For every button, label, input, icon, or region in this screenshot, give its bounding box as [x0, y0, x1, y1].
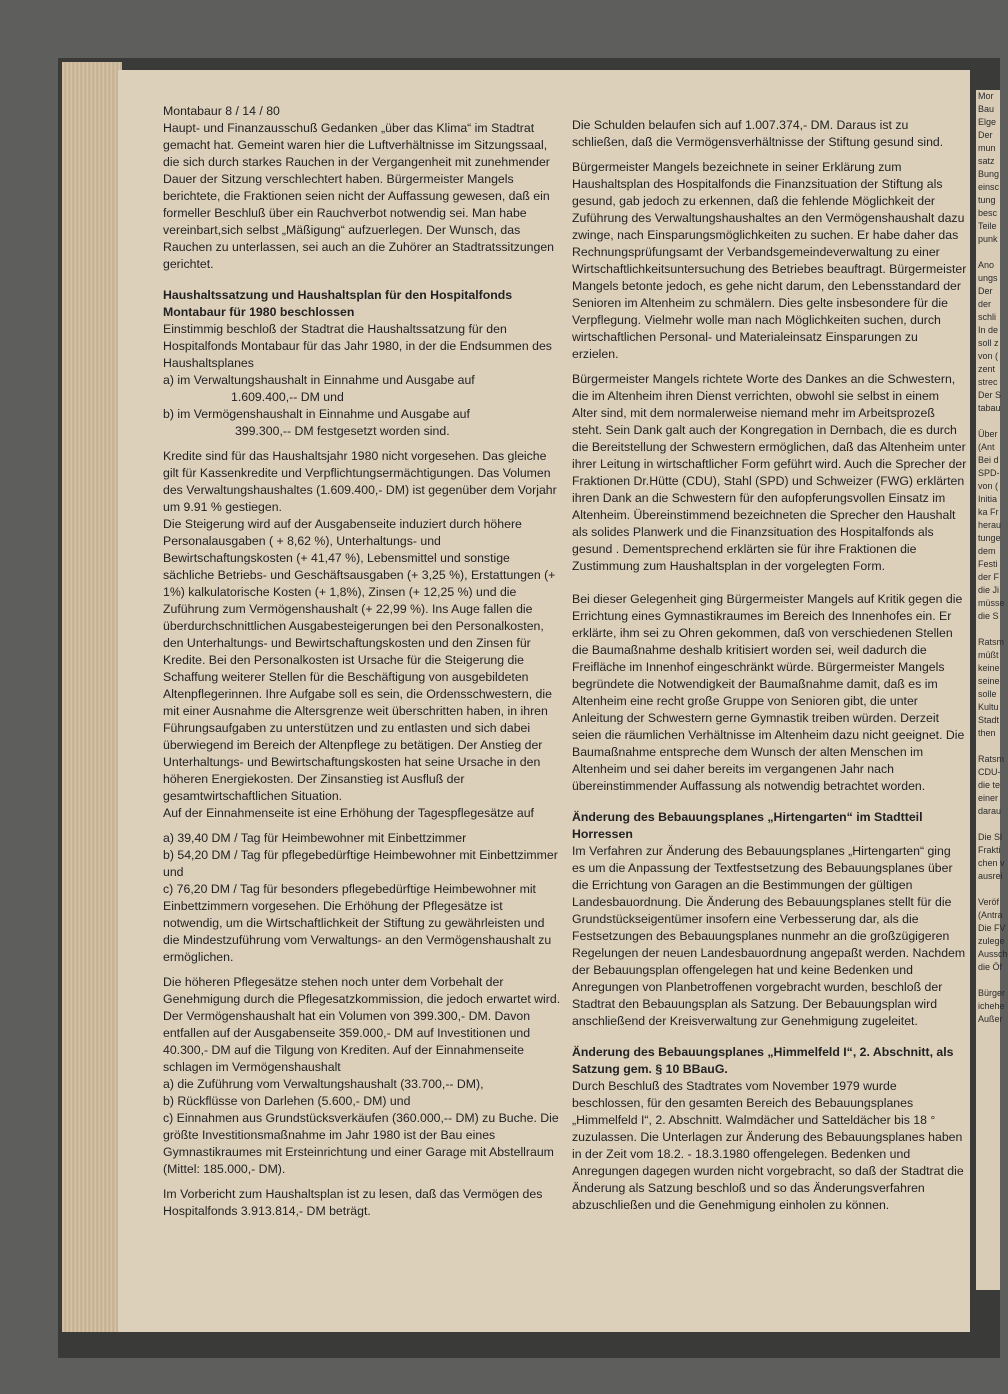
next-page-fragment: Aussch [978, 949, 1008, 959]
next-page-fragment: satz [978, 156, 995, 166]
next-page-fragment: ausrei [978, 871, 1003, 881]
next-page-fragment: (Ant [978, 442, 995, 452]
next-page-fragment: solle [978, 689, 997, 699]
next-page-fragment: mun [978, 143, 996, 153]
next-page-fragment: darau [978, 806, 1002, 816]
paragraph: Auf der Einnahmenseite ist eine Erhöhung der Tagespflegesätze auf [163, 806, 534, 820]
next-page-fragment: müsse [978, 598, 1005, 608]
paragraph: Im Vorbericht zum Haushaltsplan ist zu lesen, daß das Vermögen des Hospitalfonds 3.913.814,- DM beträgt. [163, 1187, 543, 1218]
next-page-fragment: Veröf [978, 897, 1000, 907]
next-page-fragment [976, 740, 1000, 753]
next-page-fragment: Bung [978, 169, 1000, 179]
paragraph: Der Vermögenshaushalt hat ein Volumen von 399.300,- DM. Davon entfallen auf der Ausgabenseite 359.000,- DM auf Investitionen und 40.300,- DM auf die Tilgung von Krediten. Auf der Einnahmenseite schlagen im Vermögenshaushalt [163, 1009, 531, 1074]
paragraph: Durch Beschluß des Stadtrates vom November 1979 wurde beschlossen, für den gesamten Bereich des Bebauungsplanes „Himmelfeld I“, 2. Abschnitt. Walmdächer und Satteldächer bis 18 ° zuzulassen. Die Unterlagen zur Änderung des Bebauungsplanes haben in der Zeit vom 18.2. - 18.3.1980 offengelegen. Bedenken und Anregungen dagegen wurden nicht vorgebracht, so daß der Stadtrat die Änderung als Satzung beschloß und so das Änderungsverfahren abzuschließen und die Genehmigung einholen zu können. [572, 1079, 964, 1212]
next-page-fragment: Mor [978, 91, 994, 101]
paragraph: Einstimmig beschloß der Stadtrat die Haushaltssatzung für den Hospitalfonds Montabaur für das Jahr 1980, in der die Endsummen des Haushaltsplanes [163, 322, 552, 370]
next-page-fragment: tabau [978, 403, 1001, 413]
next-page-fragment: Ratsm [978, 754, 1005, 764]
next-page-fragment: zent [978, 364, 996, 374]
next-page-fragment [976, 818, 1000, 831]
next-page-fragment: die S [978, 611, 999, 621]
next-page-fragment [976, 623, 1000, 636]
next-page-fragment: Bei d [978, 455, 999, 465]
next-page-fragment [976, 883, 1000, 896]
next-page-fragment: ichehe [978, 1001, 1005, 1011]
next-page-fragment: tung [978, 195, 996, 205]
list-item: b) 54,20 DM / Tag für pflegebedürftige Heimbewohner mit Einbettzimmer und [163, 848, 558, 879]
next-page-fragment: ka Fr [978, 507, 999, 517]
next-page-fragment: Elge [978, 117, 997, 127]
next-page-fragment: der [978, 299, 992, 309]
next-page-fragment: Festi [978, 559, 998, 569]
list-item-value: 1.609.400,-- DM und [231, 390, 344, 404]
next-page-fragment: die Ji [978, 585, 1000, 595]
paragraph: Die Steigerung wird auf der Ausgabenseite induziert durch höhere Personalausgaben ( + 8,62 %), Unterhaltungs- und Bewirtschaftungskosten (+ 41,47 %), Lebensmittel und sonstige sächliche Betriebs- und Geschäftsausgaben (+ 3,25 %), Erstattungen (+ 1%) kalkulatorische Kosten (+ 1,8%), Zinsen (+ 12,25 %) und die Zuführung zum Vermögenshaushalt (+ 22,99 %). Ins Auge fallen die überdurchschnittlichen Ausgabesteigerungen bei den Personalkosten, den Unterhaltungs- und Bewirtschaftungskosten und den Zinsen für Kredite. Bei den Personalkosten ist Ursache für die Steigerung die Schaffung weiterer Stellen für die Beschäftigung von ausgebildeten Altenpflegerinnen. Ihre Aufgabe soll es sein, die Ordensschwestern, die mit einer Ausnahme die Altersgrenze weit überschritten haben, in ihren Führungsaufgaben zu unterstützen und zu entlasten und sich dabei überwiegend im Bereich der Altenpflege zu betätigen. Der Anstieg der Unterhaltungs- und Bewirtschaftungskosten hat seine Ursache in den höheren Energiekosten. Der Zinsanstieg ist Ausfluß der gesamtwirtschaftlichen Situation. [163, 517, 556, 803]
list-item: a) 39,40 DM / Tag für Heimbewohner mit Einbettzimmer [163, 831, 467, 845]
next-page-fragment: Ano [978, 260, 995, 270]
list-item: c) 76,20 DM / Tag für besonders pflegebedürftige Heimbewohner mit Einbettzimmern vorgesehen. Die Erhöhung der Pflegesätze ist notwendig, um die Wirtschaftlichkeit der Stiftung zu gewährleisten und die Mindestzuführung vom Verwaltungs- an den Vermögenshaushalt zu ermöglichen. [163, 882, 552, 964]
next-page-fragment: Die FV [978, 923, 1006, 933]
next-page-fragment: Der [978, 286, 993, 296]
next-page-fragment: schli [978, 312, 997, 322]
page-edges [62, 62, 122, 1332]
next-page-fragment: besc [978, 208, 998, 218]
list-item: b) im Vermögenshaushalt in Einnahme und Ausgabe auf [163, 407, 470, 421]
next-page-fragment: strec [978, 377, 998, 387]
next-page-fragment: Bau [978, 104, 995, 114]
next-page-fragment: In de [978, 325, 999, 335]
next-page-fragment: Über [978, 429, 998, 439]
next-page-fragment: chen v [978, 858, 1005, 868]
next-page-fragment: Der [978, 130, 993, 140]
next-page-fragment: herau [978, 520, 1002, 530]
paragraph: Kredite sind für das Haushaltsjahr 1980 nicht vorgesehen. Das gleiche gilt für Kassenkredite und Verpflichtungsermächtigungen. Das Volumen des Verwaltungshaushaltes (1.609.400,- DM) ist gegenüber dem Vorjahr um 9.91 % gestiegen. [163, 449, 557, 514]
next-page-fragment: Bürger [978, 988, 1006, 998]
next-page-fragment: müßt [978, 650, 999, 660]
next-page-fragment: ungs [978, 273, 998, 283]
paragraph: Bei dieser Gelegenheit ging Bürgermeister Mangels auf Kritik gegen die Errichtung eines Gymnastikraumes im Bereich des Innenhofes ein. Er erklärte, ihm sei zu Ohren gekommen, daß von verschiedenen Stellen die Baumaßnahme deshalb kritisiert worden sei, weil dadurch die Freifläche im Innenhof eingeschränkt würde. Bürgermeister Mangels begründete die Notwendigkeit der Baumaßnahme damit, daß es im Altenheim eine recht große Gruppe von Senioren gibt, die unter Anleitung der Schwestern gerne Gymnastik treiben würden. Derzeit seien die räumlichen Verhältnisse im Altenheim dazu nicht geeignet. Die Baumaßnahme entspreche dem Wunsch der alten Menschen im Altenheim und sei daher bereits im vergangenen Jahr nach übereinstimmender Auffassung als notwendig betrachtet worden. [572, 592, 965, 793]
paragraph: Haupt- und Finanzausschuß Gedanken „über das Klima“ im Stadtrat gemacht hat. Gemeint waren hier die Luftverhältnisse im Sitzungssaal, die sich durch starkes Rauchen in der Vergangenheit mit zunehmender Dauer der Sitzung verschlechtert haben. Bürgermeister Mangels berichtete, die Fraktionen seien nicht der Auffassung gewesen, daß ein formeller Beschluß über ein Rauchverbot notwendig sei. Man habe vereinbart,sich selbst „Mäßigung“ aufzuerlegen. Der Wunsch, das Rauchen zu unterlassen, sei auch an die Zuhörer an Stadtratssitzungen gerichtet. [163, 121, 555, 271]
next-page-fragment: Der S [978, 390, 1002, 400]
next-page-fragment [976, 974, 1000, 987]
next-page-fragment: Ratsm [978, 637, 1005, 647]
paragraph: Bürgermeister Mangels richtete Worte des Dankes an die Schwestern, die im Altenheim ihren Dienst verrichten, obwohl sie selbst in einem Alter sind, mit dem normalerweise niemand mehr im Arbeitsprozeß steht. Sein Dank galt auch der Kongregation in Dernbach, die es durch die Bereitstellung der Schwestern ermöglichen, daß das Altenheim unter ihrer Leitung in wirtschaftlicher Form geführt wird. Auch die Sprecher der Fraktionen Dr.Hütte (CDU), Stahl (SPD) und Schweizer (FWG) erklärten ihren Dank an die Schwestern für den aufopferungsvollen Einsatz im Altenheim. Übereinstimmend bezeichneten die Sprecher den Haushalt als solides Planwerk und die Finanzsituation des Hospitalfonds als gesund . Dementsprechend erklärten sie für ihre Fraktionen die Zustimmung zum Haushaltsplan in der vorgelegten Form. [572, 372, 967, 573]
list-item: c) Einnahmen aus Grundstücksverkäufen (360.000,-- DM) zu Buche. Die größte Investitionsmaßnahme im Jahr 1980 ist der Bau eines Gymnastikraumes mit Ersteinrichtung und einer Garage mit Abstellraum (Mittel: 185.000,- DM). [163, 1111, 559, 1176]
next-page-fragment: Kultu [978, 702, 999, 712]
next-page-fragment: SPD- [978, 468, 1000, 478]
next-page-fragment: von ( [978, 351, 999, 361]
list-item: b) Rückflüsse von Darlehen (5.600,- DM) und [163, 1094, 411, 1108]
next-page-fragment: keine [978, 663, 1000, 673]
paragraph: Die Schulden belaufen sich auf 1.007.374,- DM. Daraus ist zu schließen, daß die Vermögensverhältnisse der Stiftung gesund sind. [572, 118, 944, 149]
list-item: a) die Zuführung vom Verwaltungshaushalt (33.700,-- DM), [163, 1077, 484, 1091]
next-page-fragment: CDU- [978, 767, 1001, 777]
next-page-fragment [976, 415, 1000, 428]
section-heading: Änderung des Bebauungsplanes „Himmelfeld I“, 2. Abschnitt, als Satzung gem. § 10 BBauG. [572, 1045, 954, 1076]
next-page-fragment: Frakti [978, 845, 1001, 855]
next-page-fragment: Initia [978, 494, 998, 504]
next-page-fragment: der F [978, 572, 1000, 582]
next-page-fragment: dem [978, 546, 996, 556]
paragraph: Die höheren Pflegesätze stehen noch unter dem Vorbehalt der Genehmigung durch die Pflegesatzkommission, die jedoch erwartet wird. [163, 975, 561, 1006]
paragraph: Im Verfahren zur Änderung des Bebauungsplanes „Hirtengarten“ ging es um die Anpassung der Textfestsetzung des Bebauungsplanes über die Errichtung von Garagen an die Bestimmungen der gültigen Landesbauordnung. Die Änderung des Bebauungsplanes stellt für die Grundstückseigentümer insofern eine Verbesserung dar, als die Festsetzungen des Bebauungsplanes nunmehr an die großzügigeren Regelungen der neuen Landesbauordnung angepaßt werden. Nachdem der Bebauungsplan offengelegen hat und keine Bedenken und Anregungen von Planbetroffenen vorgebracht wurden, beschloß der Stadtrat den Bebauungsplan als Satzung. Der Bebauungsplan wird anschließend der Kreisverwaltung zur Genehmigung zugeleitet. [572, 844, 966, 1028]
next-page-fragment: soll z [978, 338, 999, 348]
next-page-fragment: die Öf [978, 962, 1003, 972]
list-item-value: 399.300,-- DM festgesetzt worden sind. [235, 424, 450, 438]
section-heading: Haushaltssatzung und Haushaltsplan für den Hospitalfonds Montabaur für 1980 beschlossen [163, 288, 513, 319]
next-page-fragment: Die Sl [978, 832, 1003, 842]
next-page-fragment: tunge [978, 533, 1001, 543]
next-page-fragment: zulege [978, 936, 1005, 946]
next-page-fragment: die te [978, 780, 1001, 790]
next-page-fragment: Stadt [978, 715, 1000, 725]
next-page-fragment: seine [978, 676, 1000, 686]
right-column [572, 117, 967, 1222]
next-page-fragment: (Antra [978, 910, 1003, 920]
next-page-fragment: Außer [978, 1014, 1003, 1024]
next-page-fragment: von ( [978, 481, 999, 491]
next-page-fragment: Teile [978, 221, 997, 231]
next-page-fragment [976, 246, 1000, 259]
list-item: a) im Verwaltungshaushalt in Einnahme und Ausgabe auf [163, 373, 475, 387]
next-page-fragment: einsc [978, 182, 1000, 192]
next-page-fragment: punk [978, 234, 998, 244]
left-column [163, 103, 561, 1228]
next-page-fragment: einer [978, 793, 999, 803]
next-page-fragment: then [978, 728, 996, 738]
paragraph: Bürgermeister Mangels bezeichnete in seiner Erklärung zum Haushaltsplan des Hospitalfonds die Finanzsituation der Stiftung als gesund, gab jedoch zu erkennen, daß die fehlende Möglichkeit der Zuführung des Verwaltungshaushaltes an den Vermögenshaushalt dazu zwinge, nach Einsparungsmöglichkeiten zu suchen. Er habe daher das Rechnungsprüfungsamt der Verbandsgemeindeverwaltung zu einer Wirtschaftlichkeitsuntersuchung des Betriebes beauftragt. Bürgermeister Mangels betonte jedoch, es gehe nicht darum, den Lebensstandard der Senioren im Altenheim zu schmälern. Dies gelte insbesondere für die Verpflegung. Vielmehr wolle man nach Möglichkeiten suchen, durch wirtschaftlichen Personal- und Materialeinsatz Einsparungen zu erzielen. [572, 160, 967, 361]
next-page-strip [976, 90, 1008, 1290]
section-heading: Änderung des Bebauungsplanes „Hirtengarten“ im Stadtteil Horressen [572, 810, 923, 841]
page-header: Montabaur 8 / 14 / 80 [163, 104, 280, 118]
